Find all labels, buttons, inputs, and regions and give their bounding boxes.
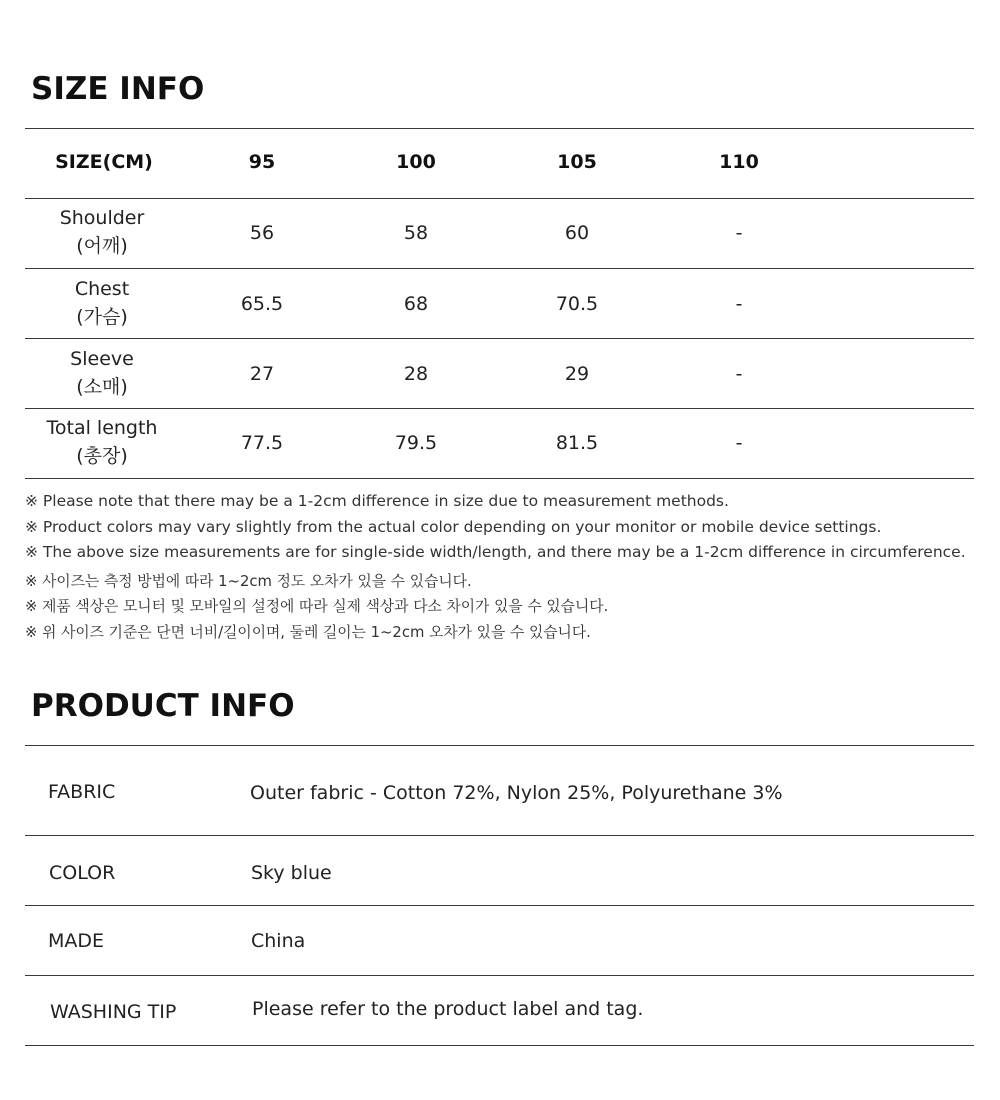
value-cell: 81.5: [555, 432, 599, 454]
value-cell: 68: [403, 293, 429, 315]
note-en: ※ Please note that there may be a 1-2cm difference in size due to measurement methods.: [25, 492, 729, 510]
washing-tip-label: WASHING TIP: [50, 1001, 177, 1023]
note-en: ※ The above size measurements are for single-side width/length, and there may be a 1-2cm difference in circumference.: [25, 543, 966, 561]
table-top-rule: [25, 128, 974, 129]
row-label-ko: (가슴): [76, 306, 128, 328]
value-cell: 27: [249, 363, 275, 385]
note-ko: ※ 위 사이즈 기준은 단면 너비/길이이며, 둘레 길이는 1~2cm 오차가 있을 수 있습니다.: [25, 623, 591, 641]
value-cell: 70.5: [555, 293, 599, 315]
row-rule: [25, 268, 974, 269]
row-label-ko: (어깨): [76, 235, 128, 257]
row-rule: [25, 338, 974, 339]
value-cell: 79.5: [394, 432, 438, 454]
value-cell: 28: [403, 363, 429, 385]
row-label-ko: (총장): [76, 445, 128, 467]
header-size-110: 110: [719, 151, 759, 173]
row-label-total-length: [12, 414, 192, 470]
note-ko: ※ 사이즈는 측정 방법에 따라 1~2cm 정도 오차가 있을 수 있습니다.: [25, 572, 472, 590]
fabric-label: FABRIC: [48, 781, 116, 803]
row-label-en: Total length: [46, 417, 158, 439]
value-cell: 60: [564, 222, 590, 244]
value-cell: -: [735, 432, 743, 454]
row-label-ko: (소매): [76, 376, 128, 398]
row-rule: [25, 975, 974, 976]
header-size-105: 105: [557, 151, 597, 173]
header-size-95: 95: [248, 151, 276, 173]
color-value: Sky blue: [251, 862, 332, 884]
made-value: China: [251, 930, 306, 952]
product-bottom-rule: [25, 1045, 974, 1046]
row-rule: [25, 408, 974, 409]
washing-tip-value: Please refer to the product label and tag.: [252, 998, 644, 1020]
color-label: COLOR: [49, 862, 116, 884]
value-cell: 77.5: [240, 432, 284, 454]
value-cell: 56: [249, 222, 275, 244]
fabric-value: Outer fabric - Cotton 72%, Nylon 25%, Polyurethane 3%: [250, 782, 783, 804]
product-top-rule: [25, 745, 974, 746]
row-label-en: Sleeve: [70, 348, 134, 370]
header-rule: [25, 198, 974, 199]
size-notes: [25, 489, 985, 645]
row-rule: [25, 835, 974, 836]
value-cell: -: [735, 363, 743, 385]
row-label-en: Shoulder: [59, 207, 145, 229]
header-size-label: SIZE(CM): [55, 151, 153, 173]
row-label-shoulder: [12, 204, 192, 260]
value-cell: 65.5: [240, 293, 284, 315]
header-size-100: 100: [396, 151, 436, 173]
made-label: MADE: [48, 930, 105, 952]
value-cell: -: [735, 293, 743, 315]
row-rule: [25, 905, 974, 906]
value-cell: 58: [403, 222, 429, 244]
row-label-en: Chest: [74, 278, 130, 300]
size-info-title: SIZE INFO: [31, 71, 205, 107]
product-info-title: PRODUCT INFO: [31, 688, 295, 724]
value-cell: -: [735, 222, 743, 244]
note-ko: ※ 제품 색상은 모니터 및 모바일의 설정에 따라 실제 색상과 다소 차이가 있을 수 있습니다.: [25, 598, 609, 615]
note-en: ※ Product colors may vary slightly from the actual color depending on your monitor or mobile device settings.: [25, 517, 882, 536]
row-label-sleeve: [12, 345, 192, 401]
row-label-chest: [12, 275, 192, 331]
value-cell: 29: [564, 363, 590, 385]
table-bottom-rule: [25, 478, 974, 479]
